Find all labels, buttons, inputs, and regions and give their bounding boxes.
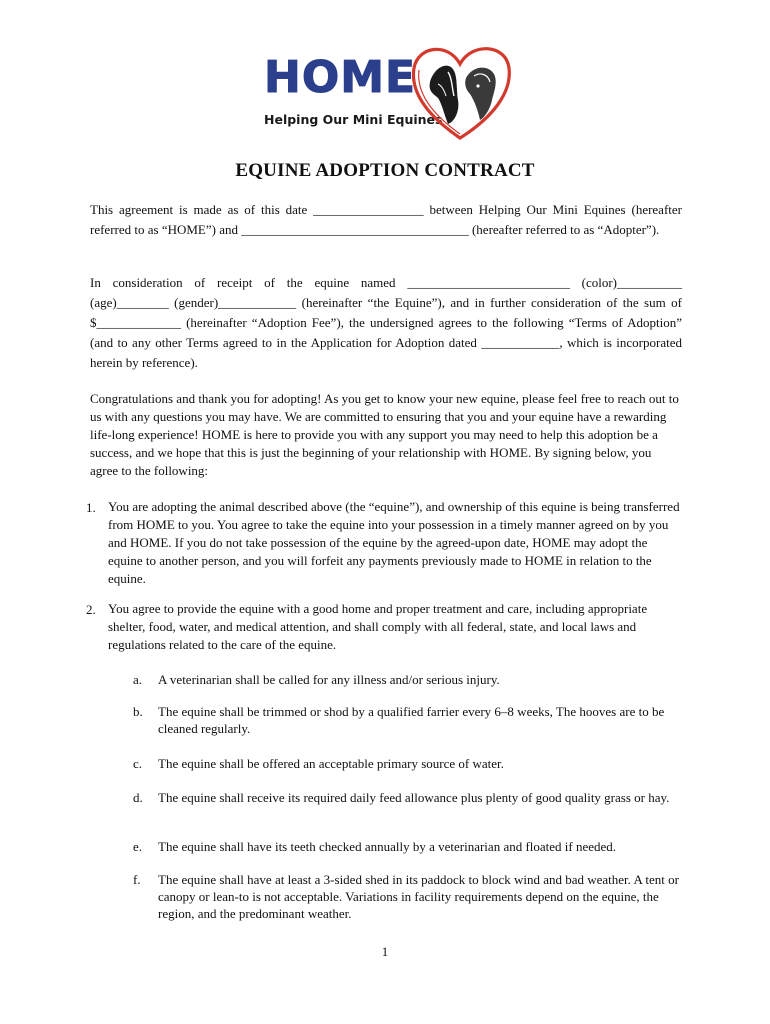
subterm-item	[133, 671, 683, 688]
congratulations-paragraph: Congratulations and thank you for adopting! As you get to know your new equine, please feel free to reach out to us with any questions you may have. We are committed to ensuring that you and your equine have a rewarding life-long experience! HOME is here to provide you with any support you may need to help this adoption be a success, and we hope that this is just the beginning of your relationship with HOME. By signing below, you agree to the following:	[90, 391, 679, 478]
term-number: 1.	[86, 500, 96, 515]
subterm-letter: b.	[133, 704, 143, 719]
logo-wordmark: HOME	[264, 52, 417, 103]
term-item-1	[86, 498, 682, 588]
subterm-item	[133, 789, 683, 806]
subterm-text: The equine shall have at least a 3-sided shed in its paddock to block wind and bad weather. A tent or canopy or lean-to is not acceptable. Variations in facility requirements depend on the equine, the region, and the predominant weather.	[158, 872, 679, 921]
consideration-paragraph: In consideration of receipt of the equine named _________________________ (color)__________ (age)________ (gender)____________ (hereinafter “the Equine”), and in further consideration of the sum of $_____________ (hereinafter “Adoption Fee”), the undersigned agrees to the following “Terms of Adoption” (and to any other Terms agreed to in the Application for Adoption dated ____________, which is incorporated herein by reference).	[90, 275, 682, 370]
subterm-letter: d.	[133, 790, 143, 805]
term-text: You agree to provide the equine with a good home and proper treatment and care, including appropriate shelter, food, water, and medical attention, and shall comply with all federal, state, and local laws and regulations related to the care of the equine.	[108, 601, 648, 652]
home-logo	[258, 38, 513, 148]
term-number: 2.	[86, 602, 96, 617]
subterm-text: The equine shall be offered an acceptable primary source of water.	[158, 756, 504, 771]
term-item-2	[86, 600, 682, 654]
page-title: EQUINE ADOPTION CONTRACT	[235, 160, 535, 181]
subterm-text: The equine shall have its teeth checked annually by a veterinarian and floated if needed.	[158, 839, 617, 854]
subterm-item	[133, 871, 683, 922]
subterm-text: A veterinarian shall be called for any illness and/or serious injury.	[158, 672, 500, 687]
subterm-item	[133, 703, 683, 737]
heart-horse-icon	[408, 38, 513, 148]
subterm-letter: a.	[133, 672, 143, 687]
subterm-item	[133, 838, 683, 855]
subterm-item	[133, 755, 683, 772]
term-text: You are adopting the animal described above (the “equine”), and ownership of this equine is being transferred from HOME to you. You agree to take the equine into your possession in a timely manner agreed on by you and HOME. If you do not take possession of the equine by the agreed-upon date, HOME may adopt the equine to another person, and you will forfeit any payments previously made to HOME in relation to the equine.	[108, 499, 680, 586]
agreement-paragraph: This agreement is made as of this date _________________ between Helping Our Mini Equines (hereafter referred to as “HOME”) and ___________________________________ (hereafter referred to as “Adopter”).	[90, 202, 682, 237]
subterm-text: The equine shall be trimmed or shod by a qualified farrier every 6–8 weeks, The hooves are to be cleaned regularly.	[158, 704, 665, 736]
page-number: 1	[381, 944, 389, 959]
logo-tagline: Helping Our Mini Equines	[264, 112, 443, 127]
subterm-letter: e.	[133, 839, 143, 854]
subterm-letter: f.	[133, 872, 141, 887]
subterm-text: The equine shall receive its required daily feed allowance plus plenty of good quality grass or hay.	[158, 790, 670, 805]
subterm-letter: c.	[133, 756, 143, 771]
